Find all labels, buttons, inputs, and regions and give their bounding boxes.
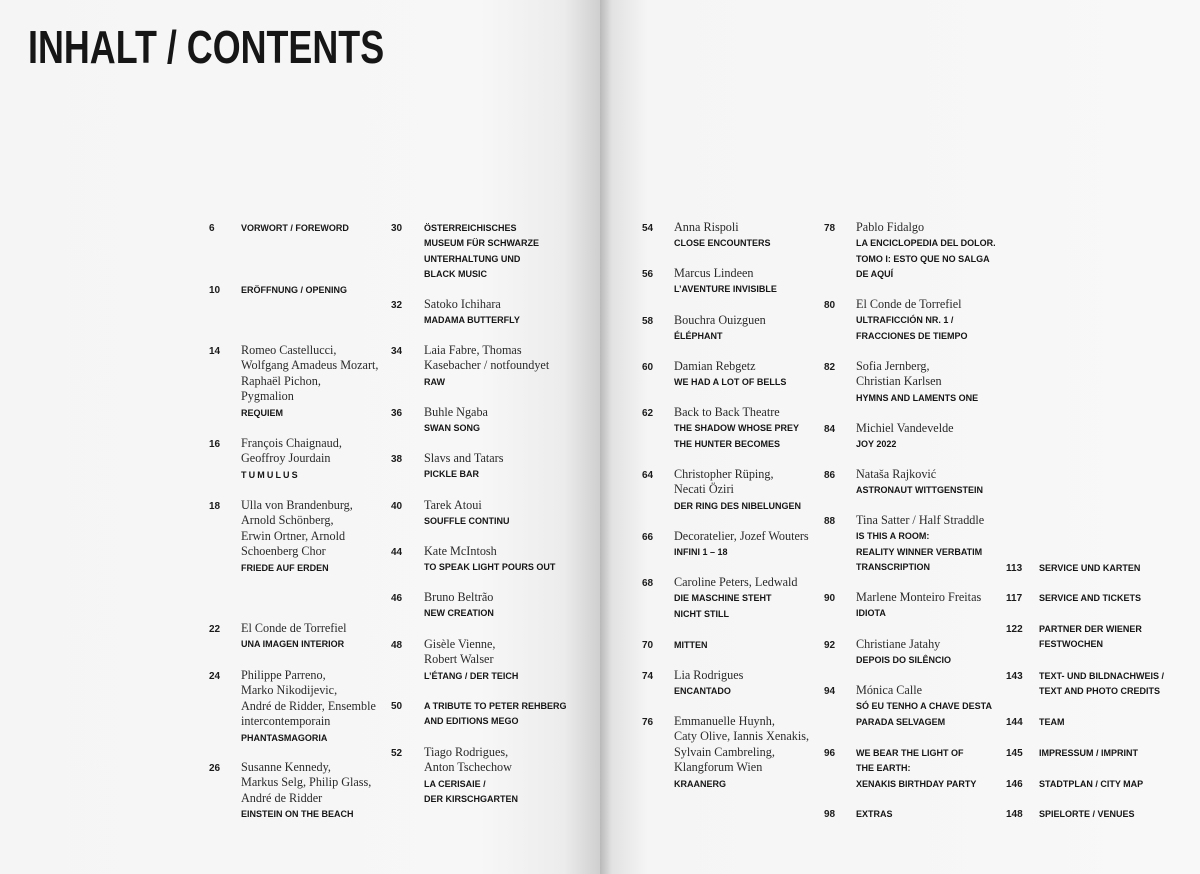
- work-title: LA CERISAIE /: [424, 777, 486, 789]
- page-number: 50: [391, 701, 403, 712]
- entry-text: [856, 683, 998, 729]
- entry-text: [424, 590, 497, 621]
- work-title: NICHT STILL: [674, 607, 730, 619]
- artist-name: Anna Rispoli: [674, 220, 739, 234]
- entry-text: [856, 745, 981, 791]
- entry-text: [424, 745, 522, 807]
- work-title: FRACCIONES DE TIEMPO: [856, 329, 968, 341]
- work-title: IS THIS A ROOM:: [856, 530, 930, 542]
- entry-text: [241, 343, 378, 420]
- entry-text: [674, 637, 709, 652]
- artist-name: Bruno Beltrão: [424, 590, 494, 604]
- work-title: PARADA SELVAGEM: [856, 715, 946, 727]
- page-number: 62: [642, 408, 654, 419]
- artist-name: Slavs and Tatars: [424, 451, 504, 465]
- page-number: 10: [209, 285, 221, 296]
- work-title: L’AVENTURE INVISIBLE: [674, 283, 777, 295]
- artist-name: Satoko Ichihara: [424, 297, 501, 311]
- entry-text: [424, 343, 549, 389]
- work-title: WE BEAR THE LIGHT OF: [856, 747, 964, 758]
- work-title: PARTNER DER WIENER: [1039, 623, 1142, 634]
- artist-name: Sofia Jernberg,: [856, 359, 930, 373]
- entry-text: [1039, 621, 1146, 652]
- entry-text: [856, 421, 954, 452]
- work-title: MUSEUM FÜR SCHWARZE: [424, 237, 540, 249]
- artist-name: Marlene Monteiro Freitas: [856, 590, 982, 604]
- work-title: SPIELORTE / VENUES: [1039, 808, 1135, 819]
- artist-name: Arnold Schönberg,: [241, 513, 334, 528]
- entry-text: [241, 760, 371, 822]
- entry-text: [856, 590, 981, 621]
- entry-text: [1039, 776, 1148, 791]
- work-title: TUMULUS: [241, 468, 300, 480]
- page-number: 24: [209, 671, 221, 682]
- work-title: PHANTASMAGORIA: [241, 731, 328, 743]
- work-title: SWAN SONG: [424, 422, 481, 434]
- page-number: 14: [209, 346, 221, 357]
- entry-text: [241, 282, 351, 297]
- artist-name: Christopher Rüping,: [674, 467, 774, 481]
- artist-name: André de Ridder, Ensemble: [241, 698, 376, 713]
- entry-text: [424, 544, 561, 575]
- page-number: 48: [391, 640, 403, 651]
- work-title: ÉLÉPHANT: [674, 330, 723, 342]
- work-title: RAW: [424, 375, 445, 387]
- entry-text: [424, 297, 524, 328]
- page-number: 66: [642, 532, 654, 543]
- page-number: 148: [1006, 809, 1023, 820]
- work-title: TEXT AND PHOTO CREDITS: [1039, 685, 1161, 697]
- work-title: TOMO I: ESTO QUE NO SALGA: [856, 252, 990, 264]
- entry-text: [1039, 745, 1142, 760]
- work-title: SERVICE AND TICKETS: [1039, 592, 1142, 603]
- artist-name: Emmanuelle Huynh,: [674, 714, 775, 728]
- work-title: JOY 2022: [856, 438, 897, 450]
- work-title: REALITY WINNER VERBATIM: [856, 545, 983, 557]
- artist-name: Geoffroy Jourdain: [241, 451, 331, 466]
- work-title: TEAM: [1039, 716, 1065, 727]
- page-number: 18: [209, 501, 221, 512]
- artist-name: Klangforum Wien: [674, 760, 763, 775]
- page-number: 40: [391, 501, 403, 512]
- artist-name: Susanne Kennedy,: [241, 760, 331, 774]
- artist-name: Tarek Atoui: [424, 498, 482, 512]
- work-title: WE HAD A LOT OF BELLS: [674, 376, 787, 388]
- artist-name: Wolfgang Amadeus Mozart,: [241, 358, 379, 373]
- entry-text: [1039, 806, 1139, 821]
- work-title: SERVICE UND KARTEN: [1039, 562, 1141, 573]
- artist-name: Decoratelier, Jozef Wouters: [674, 529, 809, 543]
- entry-text: [856, 637, 955, 668]
- artist-name: Buhle Ngaba: [424, 405, 488, 419]
- work-title: ASTRONAUT WITTGENSTEIN: [856, 484, 984, 496]
- work-title: ÖSTERREICHISCHES: [424, 222, 517, 233]
- work-title: PICKLE BAR: [424, 468, 480, 480]
- page-number: 88: [824, 516, 836, 527]
- page-number: 70: [642, 640, 654, 651]
- artist-name: Kate McIntosh: [424, 544, 497, 558]
- artist-name: Gisèle Vienne,: [424, 637, 496, 651]
- work-title: ULTRAFICCIÓN NR. 1 /: [856, 314, 954, 326]
- entry-text: [241, 498, 353, 575]
- artist-name: François Chaignaud,: [241, 436, 342, 450]
- entry-text: [674, 714, 809, 791]
- page-number: 145: [1006, 748, 1023, 759]
- page-number: 44: [391, 547, 403, 558]
- entry-text: [856, 359, 983, 405]
- page-number: 56: [642, 269, 654, 280]
- work-title: EINSTEIN ON THE BEACH: [241, 808, 354, 820]
- entry-text: [1039, 590, 1145, 605]
- work-title: ENCANTADO: [674, 685, 731, 697]
- page-number: 68: [642, 578, 654, 589]
- page-number: 78: [824, 223, 836, 234]
- artist-name: Christiane Jatahy: [856, 637, 941, 651]
- page-number: 117: [1006, 593, 1023, 604]
- artist-name: Robert Walser: [424, 652, 494, 667]
- artist-name: intercontemporain: [241, 714, 331, 729]
- artist-name: Raphaël Pichon,: [241, 373, 321, 388]
- work-title: THE SHADOW WHOSE PREY: [674, 422, 800, 434]
- artist-name: Lia Rodrigues: [674, 668, 744, 682]
- artist-name: Caty Olive, Iannis Xenakis,: [674, 729, 810, 744]
- page-number: 32: [391, 300, 403, 311]
- artist-name: Bouchra Ouizguen: [674, 313, 766, 327]
- artist-name: Sylvain Cambreling,: [674, 744, 775, 759]
- entry-text: [241, 436, 342, 482]
- entry-text: [674, 220, 775, 251]
- entry-text: [1039, 560, 1145, 575]
- work-title: AND EDITIONS MEGO: [424, 715, 519, 727]
- page-number: 26: [209, 763, 221, 774]
- work-title: ERÖFFNUNG / OPENING: [241, 284, 348, 295]
- entry-text: [856, 513, 987, 575]
- page-number: 86: [824, 470, 836, 481]
- artist-name: Marcus Lindeen: [674, 266, 754, 280]
- page-number: 6: [209, 223, 215, 234]
- entry-text: [424, 637, 522, 683]
- work-title: XENAKIS BIRTHDAY PARTY: [856, 777, 977, 789]
- work-title: REQUIEM: [241, 406, 284, 418]
- page-number: 30: [391, 223, 403, 234]
- entry-text: [424, 405, 488, 436]
- work-title: FRIEDE AUF ERDEN: [241, 561, 329, 573]
- entry-text: [241, 668, 376, 745]
- work-title: DER RING DES NIBELUNGEN: [674, 499, 802, 511]
- page-number: 144: [1006, 717, 1023, 728]
- entry-text: [1039, 714, 1066, 729]
- page-number: 122: [1006, 624, 1023, 635]
- artist-name: El Conde de Torrefiel: [241, 621, 347, 635]
- work-title: MADAMA BUTTERFLY: [424, 314, 520, 326]
- work-title: TRANSCRIPTION: [856, 561, 931, 573]
- page-number: 96: [824, 748, 836, 759]
- work-title: A TRIBUTE TO PETER REHBERG: [424, 700, 567, 711]
- entry-text: [424, 498, 513, 529]
- work-title: LA ENCICLOPEDIA DEL DOLOR.: [856, 237, 996, 249]
- work-title: BLACK MUSIC: [424, 268, 487, 280]
- entry-text: [241, 621, 348, 652]
- page-number: 58: [642, 316, 654, 327]
- work-title: IDIOTA: [856, 607, 886, 619]
- work-title: THE EARTH:: [856, 762, 911, 774]
- work-title: L’ÉTANG / DER TEICH: [424, 669, 519, 681]
- work-title: INFINI 1 – 18: [674, 546, 728, 558]
- artist-name: Schoenberg Chor: [241, 544, 326, 559]
- work-title: DER KIRSCHGARTEN: [424, 793, 519, 805]
- work-title: NEW CREATION: [424, 607, 494, 619]
- work-title: HYMNS AND LAMENTS ONE: [856, 391, 979, 403]
- artist-name: Michiel Vandevelde: [856, 421, 954, 435]
- entry-text: [674, 529, 809, 560]
- work-title: CLOSE ENCOUNTERS: [674, 237, 771, 249]
- page-number: 60: [642, 362, 654, 373]
- artist-name: Anton Tschechow: [424, 760, 512, 775]
- page-number: 46: [391, 593, 403, 604]
- entry-text: [241, 220, 353, 235]
- entry-text: [856, 806, 894, 821]
- artist-name: El Conde de Torrefiel: [856, 297, 962, 311]
- work-title: SOUFFLE CONTINU: [424, 515, 510, 527]
- page-number: 22: [209, 624, 221, 635]
- artist-name: Nataša Rajković: [856, 467, 937, 481]
- entry-text: [674, 467, 806, 513]
- artist-name: Pygmalion: [241, 389, 294, 404]
- entry-text: [674, 575, 798, 621]
- page-number: 36: [391, 408, 403, 419]
- entry-text: [424, 698, 572, 729]
- artist-name: Damian Rebgetz: [674, 359, 756, 373]
- work-title: STADTPLAN / CITY MAP: [1039, 778, 1144, 789]
- entry-text: [1039, 668, 1169, 699]
- entry-text: [674, 266, 781, 297]
- page-number: 98: [824, 809, 836, 820]
- artist-name: Necati Öziri: [674, 482, 734, 497]
- artist-name: Ulla von Brandenburg,: [241, 498, 353, 512]
- entry-text: [856, 297, 972, 343]
- artist-name: Kasebacher / notfoundyet: [424, 358, 550, 373]
- entry-text: [424, 451, 503, 482]
- page-number: 74: [642, 671, 654, 682]
- work-title: IMPRESSUM / IMPRINT: [1039, 747, 1139, 758]
- entry-text: [674, 313, 766, 344]
- page-number: 80: [824, 300, 836, 311]
- page-number: 34: [391, 346, 403, 357]
- artist-name: Christian Karlsen: [856, 374, 942, 389]
- artist-name: Mónica Calle: [856, 683, 922, 697]
- work-title: DEPOIS DO SILÊNCIO: [856, 654, 952, 666]
- page-title: INHALT / CONTENTS: [28, 21, 385, 73]
- artist-name: Romeo Castellucci,: [241, 343, 337, 357]
- page-number: 84: [824, 424, 836, 435]
- work-title: THE HUNTER BECOMES: [674, 437, 781, 449]
- artist-name: Caroline Peters, Ledwald: [674, 575, 798, 589]
- work-title: DE AQUÍ: [856, 268, 894, 280]
- work-title: TO SPEAK LIGHT POURS OUT: [424, 561, 556, 573]
- artist-name: Markus Selg, Philip Glass,: [241, 775, 372, 790]
- work-title: VORWORT / FOREWORD: [241, 222, 349, 233]
- entry-text: [856, 220, 1002, 282]
- page-number: 64: [642, 470, 654, 481]
- entry-text: [674, 359, 791, 390]
- artist-name: Laia Fabre, Thomas: [424, 343, 522, 357]
- artist-name: Tina Satter / Half Straddle: [856, 513, 985, 527]
- page-number: 76: [642, 717, 654, 728]
- page-number: 92: [824, 640, 836, 651]
- work-title: MITTEN: [674, 639, 708, 650]
- work-title: UNA IMAGEN INTERIOR: [241, 638, 345, 650]
- work-title: FESTWOCHEN: [1039, 638, 1104, 650]
- artist-name: Marko Nikodijevic,: [241, 683, 338, 698]
- page-number: 54: [642, 223, 654, 234]
- page-number: 143: [1006, 671, 1023, 682]
- artist-name: Tiago Rodrigues,: [424, 745, 509, 759]
- artist-name: Pablo Fidalgo: [856, 220, 925, 234]
- entry-text: [674, 668, 743, 699]
- page-number: 94: [824, 686, 836, 697]
- artist-name: André de Ridder: [241, 790, 323, 805]
- page-number: 16: [209, 439, 221, 450]
- page-number: 38: [391, 454, 403, 465]
- entry-text: [424, 220, 544, 282]
- page-number: 146: [1006, 779, 1023, 790]
- artist-name: Philippe Parreno,: [241, 668, 326, 682]
- page-number: 82: [824, 362, 836, 373]
- work-title: TEXT- UND BILDNACHWEIS /: [1039, 670, 1165, 681]
- artist-name: Erwin Ortner, Arnold: [241, 528, 346, 543]
- work-title: KRAANERG: [674, 777, 727, 789]
- artist-name: Back to Back Theatre: [674, 405, 780, 419]
- work-title: DIE MASCHINE STEHT: [674, 592, 772, 604]
- page-number: 113: [1006, 563, 1023, 574]
- entry-text: [674, 405, 804, 451]
- work-title: UNTERHALTUNG UND: [424, 252, 521, 264]
- entry-text: [856, 467, 988, 498]
- work-title: SÓ EU TENHO A CHAVE DESTA: [856, 700, 993, 712]
- page-number: 90: [824, 593, 836, 604]
- page-number: 52: [391, 748, 403, 759]
- work-title: EXTRAS: [856, 808, 893, 819]
